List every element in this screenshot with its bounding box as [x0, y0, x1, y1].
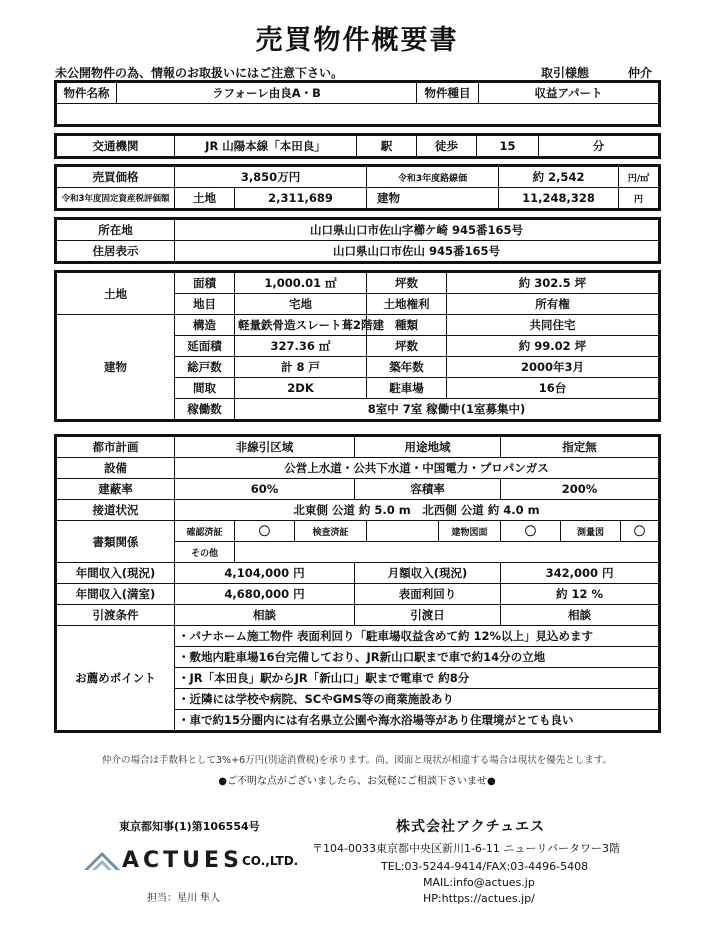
units-value: 計 8 戸 [235, 357, 367, 378]
walk-minutes: 15 [477, 136, 539, 157]
land-category-value: 宅地 [235, 294, 367, 315]
location-value: 山口県山口市佐山字櫛ケ崎 945番165号 [175, 220, 659, 241]
property-type-label: 物件種目 [417, 83, 479, 104]
annual-income-current-value: 4,104,000 円 [175, 563, 355, 584]
land-label: 土地 [57, 273, 175, 315]
kind-value: 共同住宅 [447, 315, 659, 336]
building-drawing-label: 建物図面 [439, 521, 501, 542]
delivery-date-value: 相談 [501, 605, 659, 626]
road-price-unit: 円/㎡ [619, 167, 659, 188]
facility-value: 公営上水道・公共下水道・中国電力・プロパンガス [175, 458, 659, 479]
walk-label: 徒歩 [417, 136, 477, 157]
occupancy-value: 8室中 7室 稼働中(1室募集中) [235, 399, 659, 420]
page-title: 売買物件概要書 [255, 25, 459, 56]
zone-label: 用途地域 [355, 437, 501, 458]
confidential-note: 未公開物件の為、情報のお取扱いにはご注意下さい。 [55, 66, 344, 80]
selling-points-label: お薦めポイント [57, 626, 175, 731]
tax-building-value: 11,248,328 [499, 188, 619, 209]
selling-point-item: ・近隣には学校や病院、SCやGMS等の商業施設あり [175, 689, 659, 710]
property-name-table [56, 82, 659, 125]
fee-note: 仲介の場合は手数料として3%+6万円(別途消費税)を承ります。尚、図面と現状が相違する場合は現状を優先とします。 [102, 755, 612, 766]
transaction-mode-label: 取引様態 [541, 66, 590, 80]
company-logo [82, 846, 299, 874]
company-address: 〒104-0033東京都中央区新川1-6-11 ニューリバータワー3階 [312, 842, 621, 855]
floor-area-label: 延面積 [175, 336, 235, 357]
coverage-value: 60% [175, 479, 355, 500]
logo-wordmark: ACTUES [122, 848, 243, 873]
parking-value: 16台 [447, 378, 659, 399]
property-name-value: ラフォーレ由良A・B [117, 83, 417, 104]
land-tsubo-label: 坪数 [367, 273, 447, 294]
tax-land-value: 2,311,689 [235, 188, 367, 209]
building-drawing-value: 〇 [501, 521, 561, 542]
other-docs-value [235, 542, 659, 563]
land-area-value: 1,000.01 ㎡ [235, 273, 367, 294]
broker-license: 東京都知事(1)第106554号 [119, 820, 260, 833]
house-roof-icon [82, 846, 122, 874]
layout-label: 間取 [175, 378, 235, 399]
inspect-cert-value [367, 521, 439, 542]
coverage-label: 建蔽率 [57, 479, 175, 500]
delivery-date-label: 引渡日 [355, 605, 501, 626]
property-blank-row [57, 104, 659, 125]
display-address-value: 山口県山口市佐山 945番165号 [175, 241, 659, 262]
staff-in-charge: 担当：星川 隼人 [147, 893, 221, 904]
built-label: 築年数 [367, 357, 447, 378]
land-right-label: 土地権利 [367, 294, 447, 315]
price-table [56, 166, 659, 209]
building-label: 建物 [57, 315, 175, 420]
land-building-table [56, 272, 659, 420]
other-docs-label: その他 [175, 542, 235, 563]
far-label: 容積率 [355, 479, 501, 500]
transport-label: 交通機関 [57, 136, 175, 157]
layout-value: 2DK [235, 378, 367, 399]
contact-invitation: ●ご不明な点がございましたら、お気軽にご相談下さいませ● [218, 776, 496, 787]
kind-label: 種類 [367, 315, 447, 336]
walk-minutes-unit: 分 [539, 136, 659, 157]
company-mail: MAIL:info@actues.jp [423, 876, 535, 889]
annual-income-current-label: 年間収入(現況) [57, 563, 175, 584]
road-price-label: 令和3年度路線価 [367, 167, 499, 188]
station-label: 駅 [357, 136, 417, 157]
building-tsubo-value: 約 99.02 坪 [447, 336, 659, 357]
company-phone: TEL:03-5244-9414/FAX:03-4496-5408 [381, 860, 589, 873]
transaction-mode-value: 仲介 [628, 66, 653, 80]
gross-yield-value: 約 12 % [501, 584, 659, 605]
monthly-income-value: 342,000 円 [501, 563, 659, 584]
tax-building-label: 建物 [367, 188, 499, 209]
delivery-condition-value: 相談 [175, 605, 355, 626]
price-label: 売買価格 [57, 167, 175, 188]
location-label: 所在地 [57, 220, 175, 241]
built-value: 2000年3月 [447, 357, 659, 378]
property-name-label: 物件名称 [57, 83, 117, 104]
facility-label: 設備 [57, 458, 175, 479]
confirm-cert-value: 〇 [235, 521, 295, 542]
tax-land-label: 土地 [175, 188, 235, 209]
transport-line: JR 山陽本線「本田良」 [175, 136, 357, 157]
survey-label: 測量図 [561, 521, 621, 542]
property-type-value: 収益アパート [479, 83, 659, 104]
transport-table [56, 135, 659, 157]
company-name: 株式会社アクチュエス [396, 819, 546, 835]
building-tsubo-label: 坪数 [367, 336, 447, 357]
units-label: 総戸数 [175, 357, 235, 378]
selling-point-item: ・パナホーム施工物件 表面利回り「駐車場収益含めて約 12%以上」見込めます [175, 626, 659, 647]
selling-point-item: ・JR「本田良」駅からJR「新山口」駅まで電車で 約8分 [175, 668, 659, 689]
price-value: 3,850万円 [175, 167, 367, 188]
parking-label: 駐車場 [367, 378, 447, 399]
land-category-label: 地目 [175, 294, 235, 315]
annual-income-full-label: 年間収入(満室) [57, 584, 175, 605]
land-area-label: 面積 [175, 273, 235, 294]
tax-building-unit: 円 [619, 188, 659, 209]
selling-point-item: ・敷地内駐車場16台完備しており、JR新山口駅まで車で約14分の立地 [175, 647, 659, 668]
structure-value: 軽量鉄骨造スレート葺2階建 [235, 315, 367, 336]
display-address-label: 住居表示 [57, 241, 175, 262]
survey-value: 〇 [621, 521, 659, 542]
zone-value: 指定無 [501, 437, 659, 458]
company-website: HP:https://actues.jp/ [423, 892, 535, 905]
monthly-income-label: 月額収入(現況) [355, 563, 501, 584]
gross-yield-label: 表面利回り [355, 584, 501, 605]
logo-suffix: CO.,LTD. [242, 854, 299, 868]
city-plan-label: 都市計画 [57, 437, 175, 458]
confirm-cert-label: 確認済証 [175, 521, 235, 542]
floor-area-value: 327.36 ㎡ [235, 336, 367, 357]
delivery-condition-label: 引渡条件 [57, 605, 175, 626]
road-access-value: 北東側 公道 約 5.0 m 北西側 公道 約 4.0 m [175, 500, 659, 521]
annual-income-full-value: 4,680,000 円 [175, 584, 355, 605]
land-tsubo-value: 約 302.5 坪 [447, 273, 659, 294]
tax-valuation-label: 令和3年度固定資産税評価額 [57, 188, 175, 209]
structure-label: 構造 [175, 315, 235, 336]
details-table [56, 436, 659, 731]
road-access-label: 接道状況 [57, 500, 175, 521]
road-price-value: 約 2,542 [499, 167, 619, 188]
occupancy-label: 稼働数 [175, 399, 235, 420]
far-value: 200% [501, 479, 659, 500]
land-right-value: 所有権 [447, 294, 659, 315]
inspect-cert-label: 検査済証 [295, 521, 367, 542]
selling-point-item: ・車で約15分圏内には有名県立公園や海水浴場等があり住環境がとても良い [175, 710, 659, 731]
city-plan-value: 非線引区域 [175, 437, 355, 458]
documents-label: 書類関係 [57, 521, 175, 563]
location-table [56, 219, 659, 262]
